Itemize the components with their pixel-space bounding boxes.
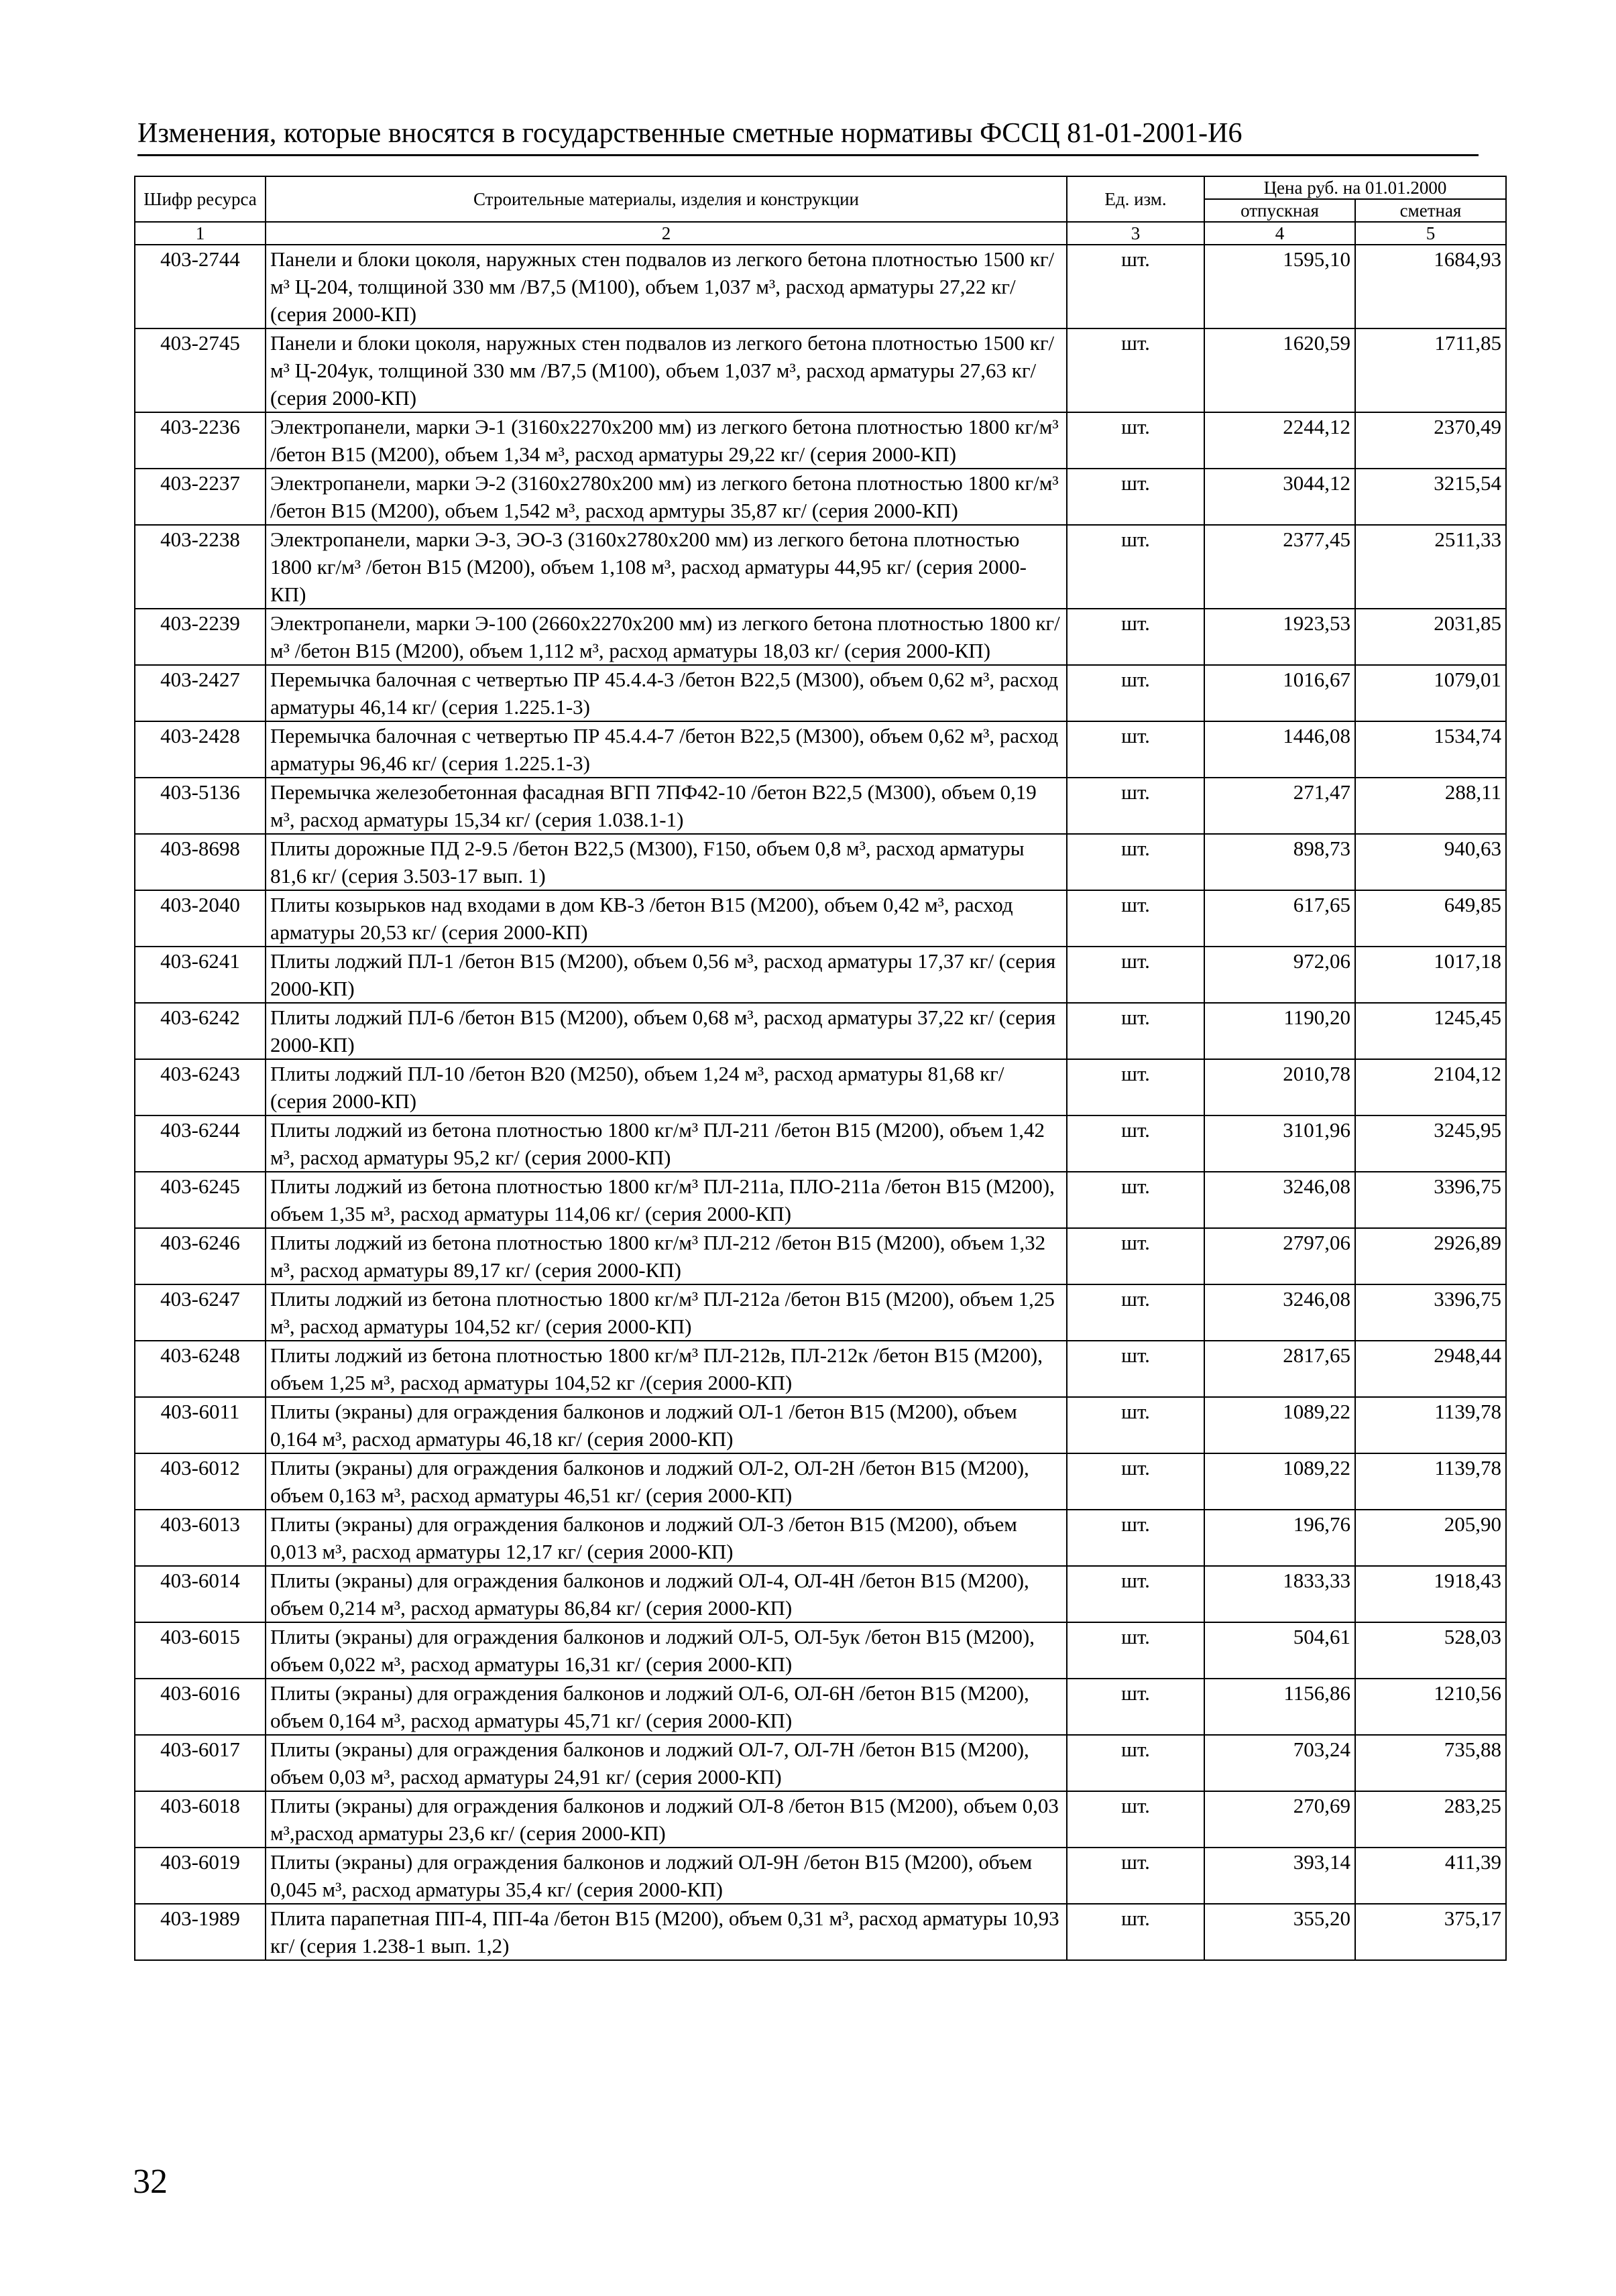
unit-of-measure: шт. [1067,1453,1204,1510]
estimate-price: 1534,74 [1355,721,1506,778]
unit-of-measure: шт. [1067,1848,1204,1904]
release-price: 270,69 [1204,1791,1355,1848]
column-number: 4 [1204,222,1355,245]
release-price: 2010,78 [1204,1059,1355,1115]
material-description: Перемычка балочная с четвертью ПР 45.4.4-3 /бетон B22,5 (M300), объем 0,62 м³, расход арматуры 46,14 кг/ (серия 1.225.1-3) [266,665,1067,721]
material-description: Перемычка железобетонная фасадная ВГП 7ПФ42-10 /бетон B22,5 (M300), объем 0,19 м³, расход арматуры 15,34 кг/ (серия 1.038.1-1) [266,778,1067,834]
material-description: Плиты (экраны) для ограждения балконов и лоджий ОЛ-9Н /бетон B15 (M200), объем 0,045 м³, расход арматуры 35,4 кг/ (серия 2000-КП) [266,1848,1067,1904]
table-row [135,1510,1506,1566]
material-description: Плиты лоджий ПЛ-6 /бетон B15 (M200), объем 0,68 м³, расход арматуры 37,22 кг/ (серия 2000-КП) [266,1003,1067,1059]
resource-code: 403-2427 [135,665,266,721]
table-row [135,1679,1506,1735]
release-price: 1089,22 [1204,1453,1355,1510]
resource-code: 403-2236 [135,412,266,469]
unit-of-measure: шт. [1067,1904,1204,1960]
estimate-price: 1918,43 [1355,1566,1506,1622]
unit-of-measure: шт. [1067,1510,1204,1566]
material-description: Плиты (экраны) для ограждения балконов и лоджий ОЛ-8 /бетон B15 (M200), объем 0,03 м³,расход арматуры 23,6 кг/ (серия 2000-КП) [266,1791,1067,1848]
resource-code: 403-6019 [135,1848,266,1904]
unit-of-measure: шт. [1067,665,1204,721]
material-description: Электропанели, марки Э-3, ЭО-3 (3160x2780x200 мм) из легкого бетона плотностью 1800 кг/м³ /бетон B15 (M200), объем 1,108 м³, расход арматуры 44,95 кг/ (серия 2000-КП) [266,525,1067,609]
material-description: Плиты (экраны) для ограждения балконов и лоджий ОЛ-2, ОЛ-2Н /бетон B15 (M200), объем 0,163 м³, расход арматуры 46,51 кг/ (серия 2000-КП) [266,1453,1067,1510]
unit-of-measure: шт. [1067,1172,1204,1228]
unit-of-measure: шт. [1067,1397,1204,1453]
release-price: 2377,45 [1204,525,1355,609]
release-price: 3246,08 [1204,1172,1355,1228]
table-row [135,1059,1506,1115]
table-row [135,1284,1506,1341]
unit-of-measure: шт. [1067,328,1204,412]
estimate-price: 1139,78 [1355,1397,1506,1453]
resource-code: 403-2744 [135,245,266,328]
material-description: Плиты лоджий из бетона плотностью 1800 кг/м³ ПЛ-212в, ПЛ-212к /бетон B15 (M200), объем 1,25 м³, расход арматуры 104,52 кг /(серия 2000-КП) [266,1341,1067,1397]
estimate-price: 2104,12 [1355,1059,1506,1115]
unit-of-measure: шт. [1067,834,1204,890]
material-description: Электропанели, марки Э-100 (2660x2270x200 мм) из легкого бетона плотностью 1800 кг/м³ /бетон B15 (M200), объем 1,112 м³, расход арматуры 18,03 кг/ (серия 2000-КП) [266,609,1067,665]
release-price: 393,14 [1204,1848,1355,1904]
estimate-price: 2948,44 [1355,1341,1506,1397]
material-description: Плиты лоджий из бетона плотностью 1800 кг/м³ ПЛ-211 /бетон B15 (M200), объем 1,42 м³, расход арматуры 95,2 кг/ (серия 2000-КП) [266,1115,1067,1172]
material-description: Плиты (экраны) для ограждения балконов и лоджий ОЛ-5, ОЛ-5ук /бетон B15 (M200), объем 0,022 м³, расход арматуры 16,31 кг/ (серия 2000-КП) [266,1622,1067,1679]
estimate-price: 3396,75 [1355,1284,1506,1341]
material-description: Перемычка балочная с четвертью ПР 45.4.4-7 /бетон B22,5 (M300), объем 0,62 м³, расход арматуры 96,46 кг/ (серия 1.225.1-3) [266,721,1067,778]
estimate-price: 1711,85 [1355,328,1506,412]
release-price: 355,20 [1204,1904,1355,1960]
table-row [135,721,1506,778]
resource-code: 403-6017 [135,1735,266,1791]
estimate-price: 1684,93 [1355,245,1506,328]
material-description: Электропанели, марки Э-2 (3160x2780x200 мм) из легкого бетона плотностью 1800 кг/м³ /бетон B15 (M200), объем 1,542 м³, расход армтуры 35,87 кг/ (серия 2000-КП) [266,469,1067,525]
release-price: 1620,59 [1204,328,1355,412]
release-price: 1190,20 [1204,1003,1355,1059]
release-price: 196,76 [1204,1510,1355,1566]
table-row [135,412,1506,469]
release-price: 972,06 [1204,947,1355,1003]
unit-of-measure: шт. [1067,1566,1204,1622]
material-description: Плиты (экраны) для ограждения балконов и лоджий ОЛ-3 /бетон B15 (M200), объем 0,013 м³, расход арматуры 12,17 кг/ (серия 2000-КП) [266,1510,1067,1566]
estimate-price: 2926,89 [1355,1228,1506,1284]
resource-code: 403-6014 [135,1566,266,1622]
material-description: Плиты козырьков над входами в дом КВ-3 /бетон B15 (M200), объем 0,42 м³, расход арматуры 20,53 кг/ (серия 2000-КП) [266,890,1067,947]
unit-of-measure: шт. [1067,778,1204,834]
unit-of-measure: шт. [1067,469,1204,525]
table-row [135,1566,1506,1622]
column-number: 1 [135,222,266,245]
material-description: Плиты лоджий ПЛ-1 /бетон B15 (M200), объем 0,56 м³, расход арматуры 17,37 кг/ (серия 2000-КП) [266,947,1067,1003]
resource-code: 403-2238 [135,525,266,609]
table-row [135,1341,1506,1397]
resource-code: 403-6016 [135,1679,266,1735]
resource-code: 403-2040 [135,890,266,947]
table-row [135,1622,1506,1679]
resource-code: 403-6012 [135,1453,266,1510]
material-description: Плиты (экраны) для ограждения балконов и лоджий ОЛ-6, ОЛ-6Н /бетон B15 (M200), объем 0,164 м³, расход арматуры 45,71 кг/ (серия 2000-КП) [266,1679,1067,1735]
unit-of-measure: шт. [1067,1284,1204,1341]
header-unit: Ед. изм. [1067,176,1204,222]
estimate-price: 735,88 [1355,1735,1506,1791]
table-row [135,1228,1506,1284]
table-row [135,778,1506,834]
resource-code: 403-8698 [135,834,266,890]
release-price: 3101,96 [1204,1115,1355,1172]
material-description: Плиты дорожные ПД 2-9.5 /бетон B22,5 (M300), F150, объем 0,8 м³, расход арматуры 81,6 кг/ (серия 3.503-17 вып. 1) [266,834,1067,890]
unit-of-measure: шт. [1067,1341,1204,1397]
release-price: 2797,06 [1204,1228,1355,1284]
release-price: 898,73 [1204,834,1355,890]
table-row [135,1003,1506,1059]
unit-of-measure: шт. [1067,245,1204,328]
table-row [135,890,1506,947]
table-row [135,1453,1506,1510]
unit-of-measure: шт. [1067,1679,1204,1735]
unit-of-measure: шт. [1067,609,1204,665]
estimate-price: 411,39 [1355,1848,1506,1904]
table-row [135,665,1506,721]
table-row [135,1735,1506,1791]
estimate-price: 2511,33 [1355,525,1506,609]
table-row [135,245,1506,328]
header-price: Цена руб. на 01.01.2000 [1204,176,1506,199]
column-number: 2 [266,222,1067,245]
table-row [135,328,1506,412]
material-description: Панели и блоки цоколя, наружных стен подвалов из легкого бетона плотностью 1500 кг/м³ Ц-204ук, толщиной 330 мм /B7,5 (M100), объем 1,037 м³, расход арматуры 27,63 кг/ (серия 2000-КП) [266,328,1067,412]
estimate-price: 1079,01 [1355,665,1506,721]
estimate-price: 1139,78 [1355,1453,1506,1510]
estimate-price: 3396,75 [1355,1172,1506,1228]
resource-code: 403-6247 [135,1284,266,1341]
release-price: 617,65 [1204,890,1355,947]
resource-code: 403-6245 [135,1172,266,1228]
table-row [135,1172,1506,1228]
unit-of-measure: шт. [1067,721,1204,778]
column-number: 3 [1067,222,1204,245]
release-price: 504,61 [1204,1622,1355,1679]
release-price: 2244,12 [1204,412,1355,469]
release-price: 3044,12 [1204,469,1355,525]
resource-code: 403-6243 [135,1059,266,1115]
resource-code: 403-6018 [135,1791,266,1848]
resource-code: 403-2428 [135,721,266,778]
release-price: 1156,86 [1204,1679,1355,1735]
table-body [135,245,1506,1960]
material-description: Плиты (экраны) для ограждения балконов и лоджий ОЛ-1 /бетон B15 (M200), объем 0,164 м³, расход арматуры 46,18 кг/ (серия 2000-КП) [266,1397,1067,1453]
header-estimate-price: сметная [1355,199,1506,222]
table-row [135,1791,1506,1848]
resource-code: 403-6241 [135,947,266,1003]
material-description: Плиты (экраны) для ограждения балконов и лоджий ОЛ-4, ОЛ-4Н /бетон B15 (M200), объем 0,214 м³, расход арматуры 86,84 кг/ (серия 2000-КП) [266,1566,1067,1622]
estimate-price: 288,11 [1355,778,1506,834]
release-price: 1595,10 [1204,245,1355,328]
unit-of-measure: шт. [1067,1115,1204,1172]
resource-code: 403-6248 [135,1341,266,1397]
resource-code: 403-6244 [135,1115,266,1172]
release-price: 1016,67 [1204,665,1355,721]
estimate-price: 940,63 [1355,834,1506,890]
resource-code: 403-5136 [135,778,266,834]
page-number: 32 [133,2163,168,2201]
release-price: 271,47 [1204,778,1355,834]
material-description: Плиты лоджий из бетона плотностью 1800 кг/м³ ПЛ-211а, ПЛО-211а /бетон B15 (M200), объем 1,35 м³, расход арматуры 114,06 кг/ (серия 2000-КП) [266,1172,1067,1228]
release-price: 703,24 [1204,1735,1355,1791]
resource-code: 403-6015 [135,1622,266,1679]
release-price: 3246,08 [1204,1284,1355,1341]
estimate-price: 649,85 [1355,890,1506,947]
material-description: Плиты лоджий из бетона плотностью 1800 кг/м³ ПЛ-212а /бетон B15 (M200), объем 1,25 м³, расход арматуры 104,52 кг/ (серия 2000-КП) [266,1284,1067,1341]
estimate-price: 1245,45 [1355,1003,1506,1059]
unit-of-measure: шт. [1067,1003,1204,1059]
column-number: 5 [1355,222,1506,245]
unit-of-measure: шт. [1067,525,1204,609]
estimate-price: 2370,49 [1355,412,1506,469]
unit-of-measure: шт. [1067,1059,1204,1115]
estimate-price: 3215,54 [1355,469,1506,525]
column-number-row [135,222,1506,245]
release-price: 2817,65 [1204,1341,1355,1397]
header-materials: Строительные материалы, изделия и конструкции [266,176,1067,222]
resource-code: 403-6242 [135,1003,266,1059]
table-row [135,1397,1506,1453]
header-release-price: отпускная [1204,199,1355,222]
table-row [135,834,1506,890]
release-price: 1089,22 [1204,1397,1355,1453]
table-row [135,947,1506,1003]
table-row [135,525,1506,609]
material-description: Плиты (экраны) для ограждения балконов и лоджий ОЛ-7, ОЛ-7Н /бетон B15 (M200), объем 0,03 м³, расход арматуры 24,91 кг/ (серия 2000-КП) [266,1735,1067,1791]
resource-code: 403-6011 [135,1397,266,1453]
unit-of-measure: шт. [1067,1228,1204,1284]
release-price: 1833,33 [1204,1566,1355,1622]
estimate-price: 528,03 [1355,1622,1506,1679]
table-row [135,1848,1506,1904]
table-row [135,1115,1506,1172]
estimate-price: 1017,18 [1355,947,1506,1003]
material-description: Плита парапетная ПП-4, ПП-4а /бетон B15 (M200), объем 0,31 м³, расход арматуры 10,93 кг/ (серия 1.238-1 вып. 1,2) [266,1904,1067,1960]
page-header: Изменения, которые вносятся в государственные сметные нормативы ФССЦ 81-01-2001-И6 [137,115,1479,156]
unit-of-measure: шт. [1067,947,1204,1003]
estimate-price: 1210,56 [1355,1679,1506,1735]
unit-of-measure: шт. [1067,890,1204,947]
unit-of-measure: шт. [1067,1735,1204,1791]
estimate-price: 283,25 [1355,1791,1506,1848]
resource-code: 403-6246 [135,1228,266,1284]
material-description: Плиты лоджий из бетона плотностью 1800 кг/м³ ПЛ-212 /бетон B15 (M200), объем 1,32 м³, расход арматуры 89,17 кг/ (серия 2000-КП) [266,1228,1067,1284]
release-price: 1446,08 [1204,721,1355,778]
estimate-price: 375,17 [1355,1904,1506,1960]
estimate-price: 205,90 [1355,1510,1506,1566]
table-row [135,609,1506,665]
material-description: Панели и блоки цоколя, наружных стен подвалов из легкого бетона плотностью 1500 кг/м³ Ц-204, толщиной 330 мм /B7,5 (M100), объем 1,037 м³, расход арматуры 27,22 кг/ (серия 2000-КП) [266,245,1067,328]
estimate-price: 2031,85 [1355,609,1506,665]
unit-of-measure: шт. [1067,1622,1204,1679]
resource-code: 403-1989 [135,1904,266,1960]
unit-of-measure: шт. [1067,412,1204,469]
unit-of-measure: шт. [1067,1791,1204,1848]
release-price: 1923,53 [1204,609,1355,665]
table-row [135,1904,1506,1960]
resource-code: 403-2239 [135,609,266,665]
material-description: Плиты лоджий ПЛ-10 /бетон B20 (M250), объем 1,24 м³, расход арматуры 81,68 кг/ (серия 2000-КП) [266,1059,1067,1115]
resource-code: 403-2237 [135,469,266,525]
table-row [135,469,1506,525]
price-table [134,176,1507,1961]
resource-code: 403-2745 [135,328,266,412]
resource-code: 403-6013 [135,1510,266,1566]
header-code: Шифр ресурса [135,176,266,222]
material-description: Электропанели, марки Э-1 (3160x2270x200 мм) из легкого бетона плотностью 1800 кг/м³ /бетон B15 (M200), объем 1,34 м³, расход арматуры 29,22 кг/ (серия 2000-КП) [266,412,1067,469]
estimate-price: 3245,95 [1355,1115,1506,1172]
